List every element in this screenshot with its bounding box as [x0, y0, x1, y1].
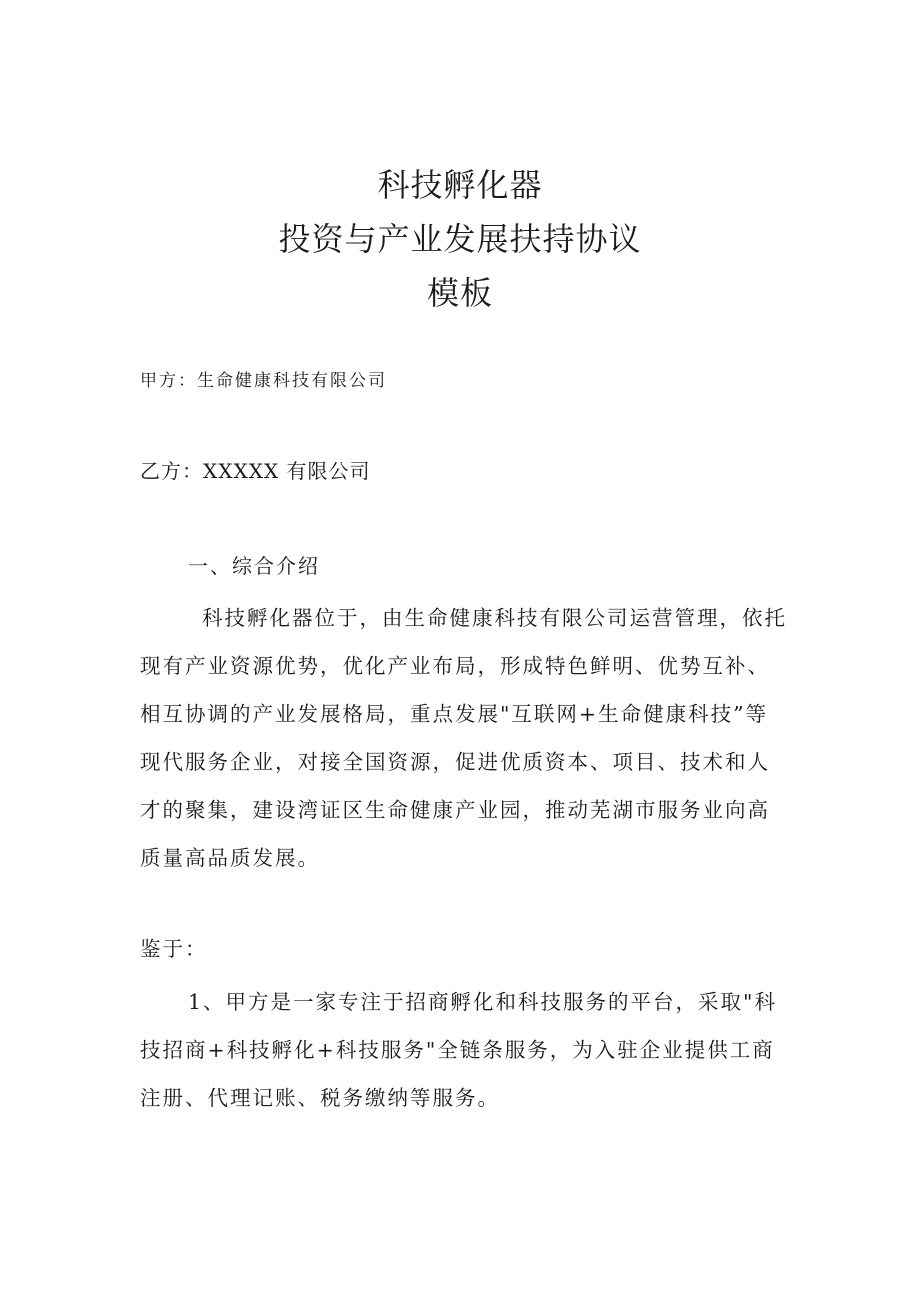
- intro-paragraph: [140, 594, 800, 882]
- item-1-line: 1、甲方是一家专注于招商孵化和科技服务的平台，采取"科: [188, 990, 777, 1014]
- item-1-line: 注册、代理记账、税务缴纳等服务。: [140, 1086, 500, 1110]
- party-b: 乙方：XXXXX 有限公司: [140, 459, 371, 483]
- section-heading-intro: 一、综合介绍: [188, 554, 320, 578]
- title-line-2: 投资与产业发展扶持协议: [278, 220, 642, 258]
- given-label: 鉴于：: [140, 937, 208, 961]
- intro-line: 质量高品质发展。: [140, 846, 320, 870]
- document-title: [0, 158, 920, 320]
- intro-line: 现有产业资源优势，优化产业布局，形成特色鲜明、优势互补、: [140, 654, 770, 678]
- title-line-3: 模板: [426, 274, 493, 312]
- item-1-line: 技招商+科技孵化+科技服务"全链条服务，为入驻企业提供工商: [140, 1038, 775, 1062]
- intro-line: 现代服务企业，对接全国资源，促进优质资本、项目、技术和人: [140, 750, 770, 774]
- item-1-paragraph: [140, 978, 800, 1122]
- intro-line: 才的聚集，建设湾证区生命健康产业园，推动芜湖市服务业向高: [140, 798, 770, 822]
- party-a: 甲方：生命健康科技有限公司: [140, 371, 387, 391]
- title-line-1: 科技孵化器: [377, 166, 543, 204]
- intro-line: 科技孵化器位于，由生命健康科技有限公司运营管理，依托: [202, 606, 787, 630]
- intro-line: 相互协调的产业发展格局，重点发展"互联网+生命健康科技”等: [140, 702, 769, 726]
